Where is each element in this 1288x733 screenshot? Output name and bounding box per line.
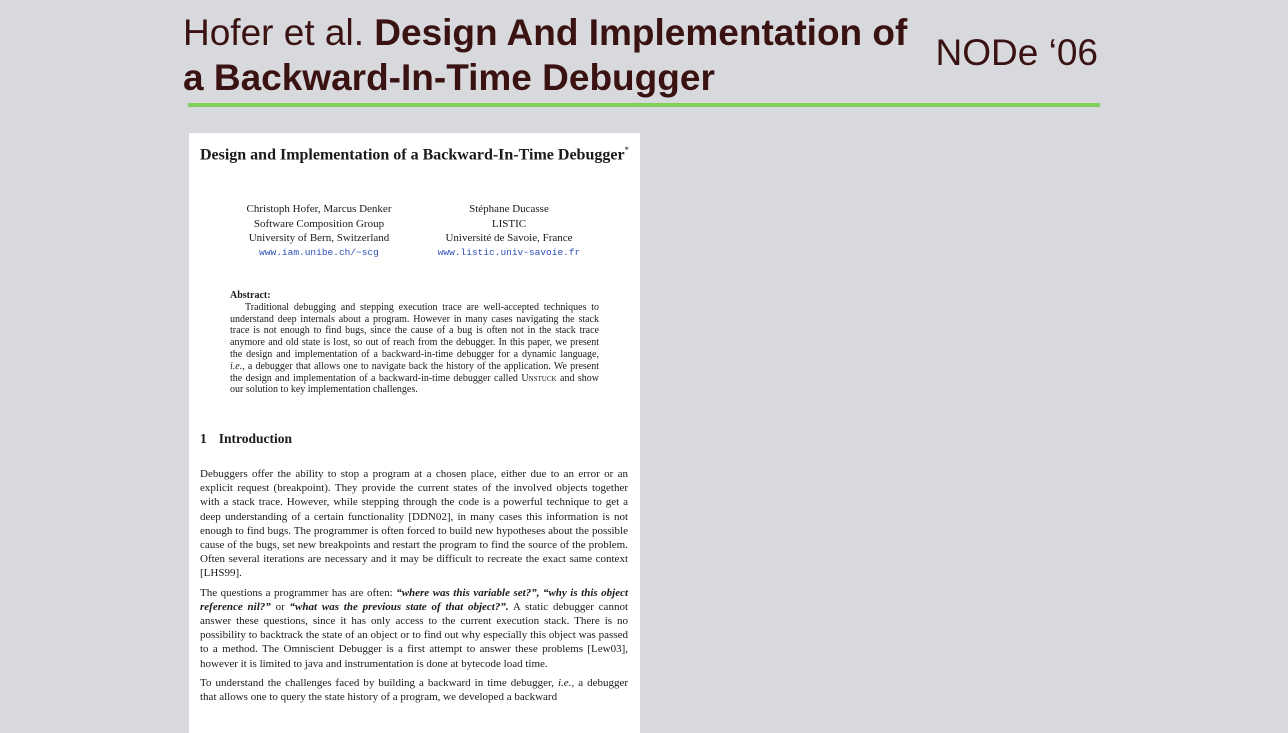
paper-title [189, 140, 640, 165]
title-divider [188, 103, 1100, 107]
abstract-ie: i.e., [230, 360, 245, 372]
abstract-part: Traditional debugging and stepping execution trace are well-accepted techniques to understand deep internals about a program. However in many cases navigating the stack trace is not enough to find bugs, since the cause of a bug is often not in the stack trace anymore and old state is lost, so out of reach from the debugger. In this paper, we present the design and implementation of a backward-in-time debugger for a dynamic language, [230, 301, 599, 360]
question-quote: “where was this variable set?”, [396, 586, 540, 599]
introduction-body [200, 467, 628, 709]
text-ie: i.e., [558, 676, 575, 689]
author-group: LISTIC [491, 217, 527, 230]
question-quote: “what was the previous state of that object?”. [289, 600, 509, 613]
paragraph [200, 586, 628, 671]
tool-name: Unstuck [521, 372, 557, 384]
text-run: a debugger that allows one to query the state history of a program, we developed a backward [200, 676, 629, 704]
paragraph [200, 676, 628, 704]
slide-paper-title: Design And Implementation of a Backward-In-Time Debugger [183, 12, 908, 98]
author-names: Christoph Hofer, Marcus Denker [246, 203, 392, 215]
slide-authors: Hofer et al. [183, 12, 364, 53]
abstract-text [230, 302, 599, 396]
paper-page [189, 133, 640, 733]
affiliation-bern [219, 202, 419, 260]
author-group: Software Composition Group [253, 217, 385, 230]
abstract-part: a debugger that allows one to navigate back the history of the application. We present the design and implementation of a backward-in-time debugger called [230, 360, 599, 384]
section-heading [200, 431, 292, 447]
text-run: or [275, 600, 285, 613]
author-institution: University of Bern, Switzerland [248, 232, 390, 244]
section-number: 1 [200, 431, 207, 446]
author-url[interactable]: www.iam.unibe.ch/~scg [259, 246, 379, 258]
paragraph: Debuggers offer the ability to stop a program at a chosen place, either due to an error or an explicit request (breakpoint). They provide the current states of the involved objects together with a stack trace. However, while stepping through the code is a powerful technique to get a deep understanding of a certain functionality [DDN02], in many cases this information is not enough to find bugs. The programmer is often forced to build new hypotheses about the possible cause of the bugs, set new breakpoints and restart the program to find the source of the problem. Often several iterations are necessary and it may be difficult to recreate the exact same context [LHS99]. [200, 468, 628, 580]
author-names: Stéphane Ducasse [469, 203, 549, 215]
question-quote: “why is this object reference nil?” [200, 586, 629, 613]
paper-title-text: Design and Implementation of a Backward-In-Time Debugger [199, 146, 625, 164]
slide-title [183, 10, 923, 100]
section-title: Introduction [218, 431, 293, 446]
text-run: To understand the challenges faced by building a backward in time debugger, [200, 676, 554, 689]
author-institution: Université de Savoie, France [445, 232, 573, 244]
abstract [230, 290, 599, 396]
abstract-part: and show our solution to key implementation challenges. [230, 372, 599, 396]
author-url[interactable]: www.listic.univ-savoie.fr [437, 246, 581, 258]
text-run: A static debugger cannot answer these questions, since it has only access to the current execution stack. There is no possibility to backtrack the state of an object or to find out why especially this object was passed to a method. The Omniscient Debugger is a first attempt to answer these problems [Lew03], however it is limited to java and instrumentation is done at bytecode load time. [200, 600, 628, 670]
abstract-heading: Abstract: [230, 290, 271, 301]
affiliation-savoie [414, 202, 604, 260]
text-run: The questions a programmer has are often: [200, 586, 393, 599]
title-footnote-mark: * [624, 145, 630, 155]
slide-venue: NODe ‘06 [935, 32, 1098, 73]
